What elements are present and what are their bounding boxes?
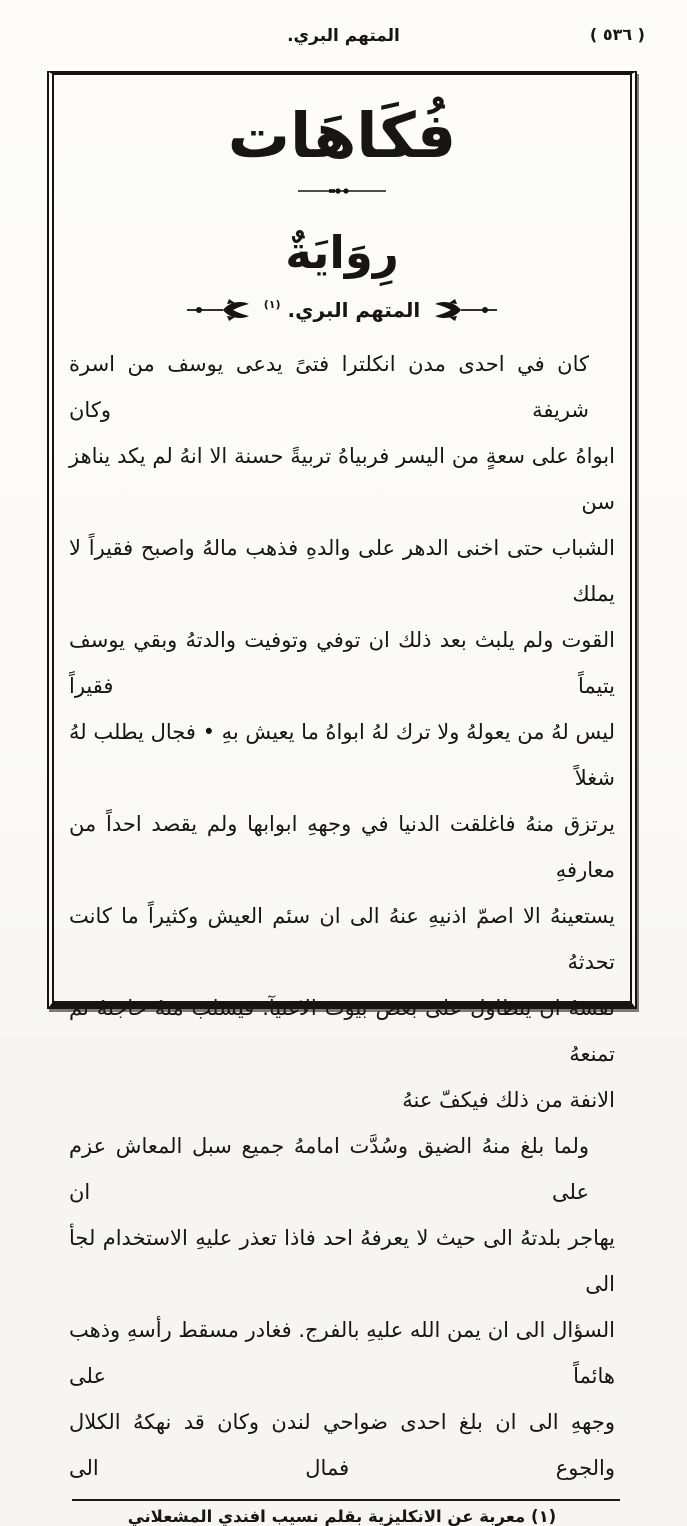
footnote-separator (72, 1499, 620, 1501)
body-line: الشباب حتى اخنى الدهر على والدهِ فذهب مالهُ واصبح فقيراً لا يملك (69, 536, 615, 606)
page-frame (47, 71, 637, 1526)
body-line: ليس لهُ من يعولهُ ولا ترك لهُ ابواهُ ما يعيش بهِ • فجال يطلب لهُ شغلاً (69, 720, 615, 790)
body-line: السؤال الى ان يمن الله عليهِ بالفرج. فغادر مسقط رأسهِ وذهب هائماً على (69, 1318, 615, 1388)
footnote-text: (١) معربة عن الانكليزية بقلم نسيب افندي المشعلاني (127, 1507, 557, 1526)
body-line: نفسهُ ان يتطاول على بعض بيوت الاغنيآ. فيسلب منهُ حاجتهُ ثم تمنعهُ (69, 996, 615, 1066)
story-title-row (60, 293, 624, 327)
title-divider-icon (296, 185, 388, 197)
body-line: كان في احدى مدن انكلترا فتىً يدعى يوسف من اسرة شريفة وكان (69, 352, 589, 422)
running-title: المتهم البري. (287, 26, 400, 46)
flourish-left-icon (185, 298, 257, 322)
story-title: المتهم البري. (287, 298, 421, 322)
frame-content (54, 89, 630, 1526)
flourish-right-icon (427, 298, 499, 322)
body-line: ابواهُ على سعةٍ من اليسر فربياهُ تربيةً حسنة الا انهُ لم يكد يناهز سن (69, 444, 615, 514)
body-line: القوت ولم يلبث بعد ذلك ان توفي وتوفيت والدتهُ وبقي يوسف يتيماً فقيراً (69, 628, 615, 698)
body-line: ولما بلغ منهُ الضيق وسُدَّت امامهُ جميع سبل المعاش عزم على ان (69, 1134, 589, 1204)
body-line: وجههِ الى ان بلغ احدى ضواحي لندن وكان قد نهكهُ الكلال والجوع فمال الى (69, 1410, 615, 1480)
story-body (69, 341, 615, 1491)
body-line: يرتزق منهُ فاغلقت الدنيا في وجههِ ابوابها ولم يقصد احداً من معارفهِ (69, 812, 615, 882)
genre-title: رِوَايَةٌ (285, 226, 399, 279)
footnote-reference: (١) (263, 297, 281, 311)
page-number: ( ٥٣٦ ) (589, 25, 645, 44)
section-title: فُكَاهَات (227, 99, 457, 172)
body-line: يستعينهُ الا اصمّ اذنيهِ عنهُ الى ان سئم العيش وكثيراً ما كانت تحدثهُ (69, 904, 615, 974)
body-line: يهاجر بلدتهُ الى حيث لا يعرفهُ احد فاذا تعذر عليهِ الاستخدام لجأ الى (69, 1226, 615, 1296)
body-line: الانفة من ذلك فيكفّ عنهُ (402, 1088, 615, 1112)
